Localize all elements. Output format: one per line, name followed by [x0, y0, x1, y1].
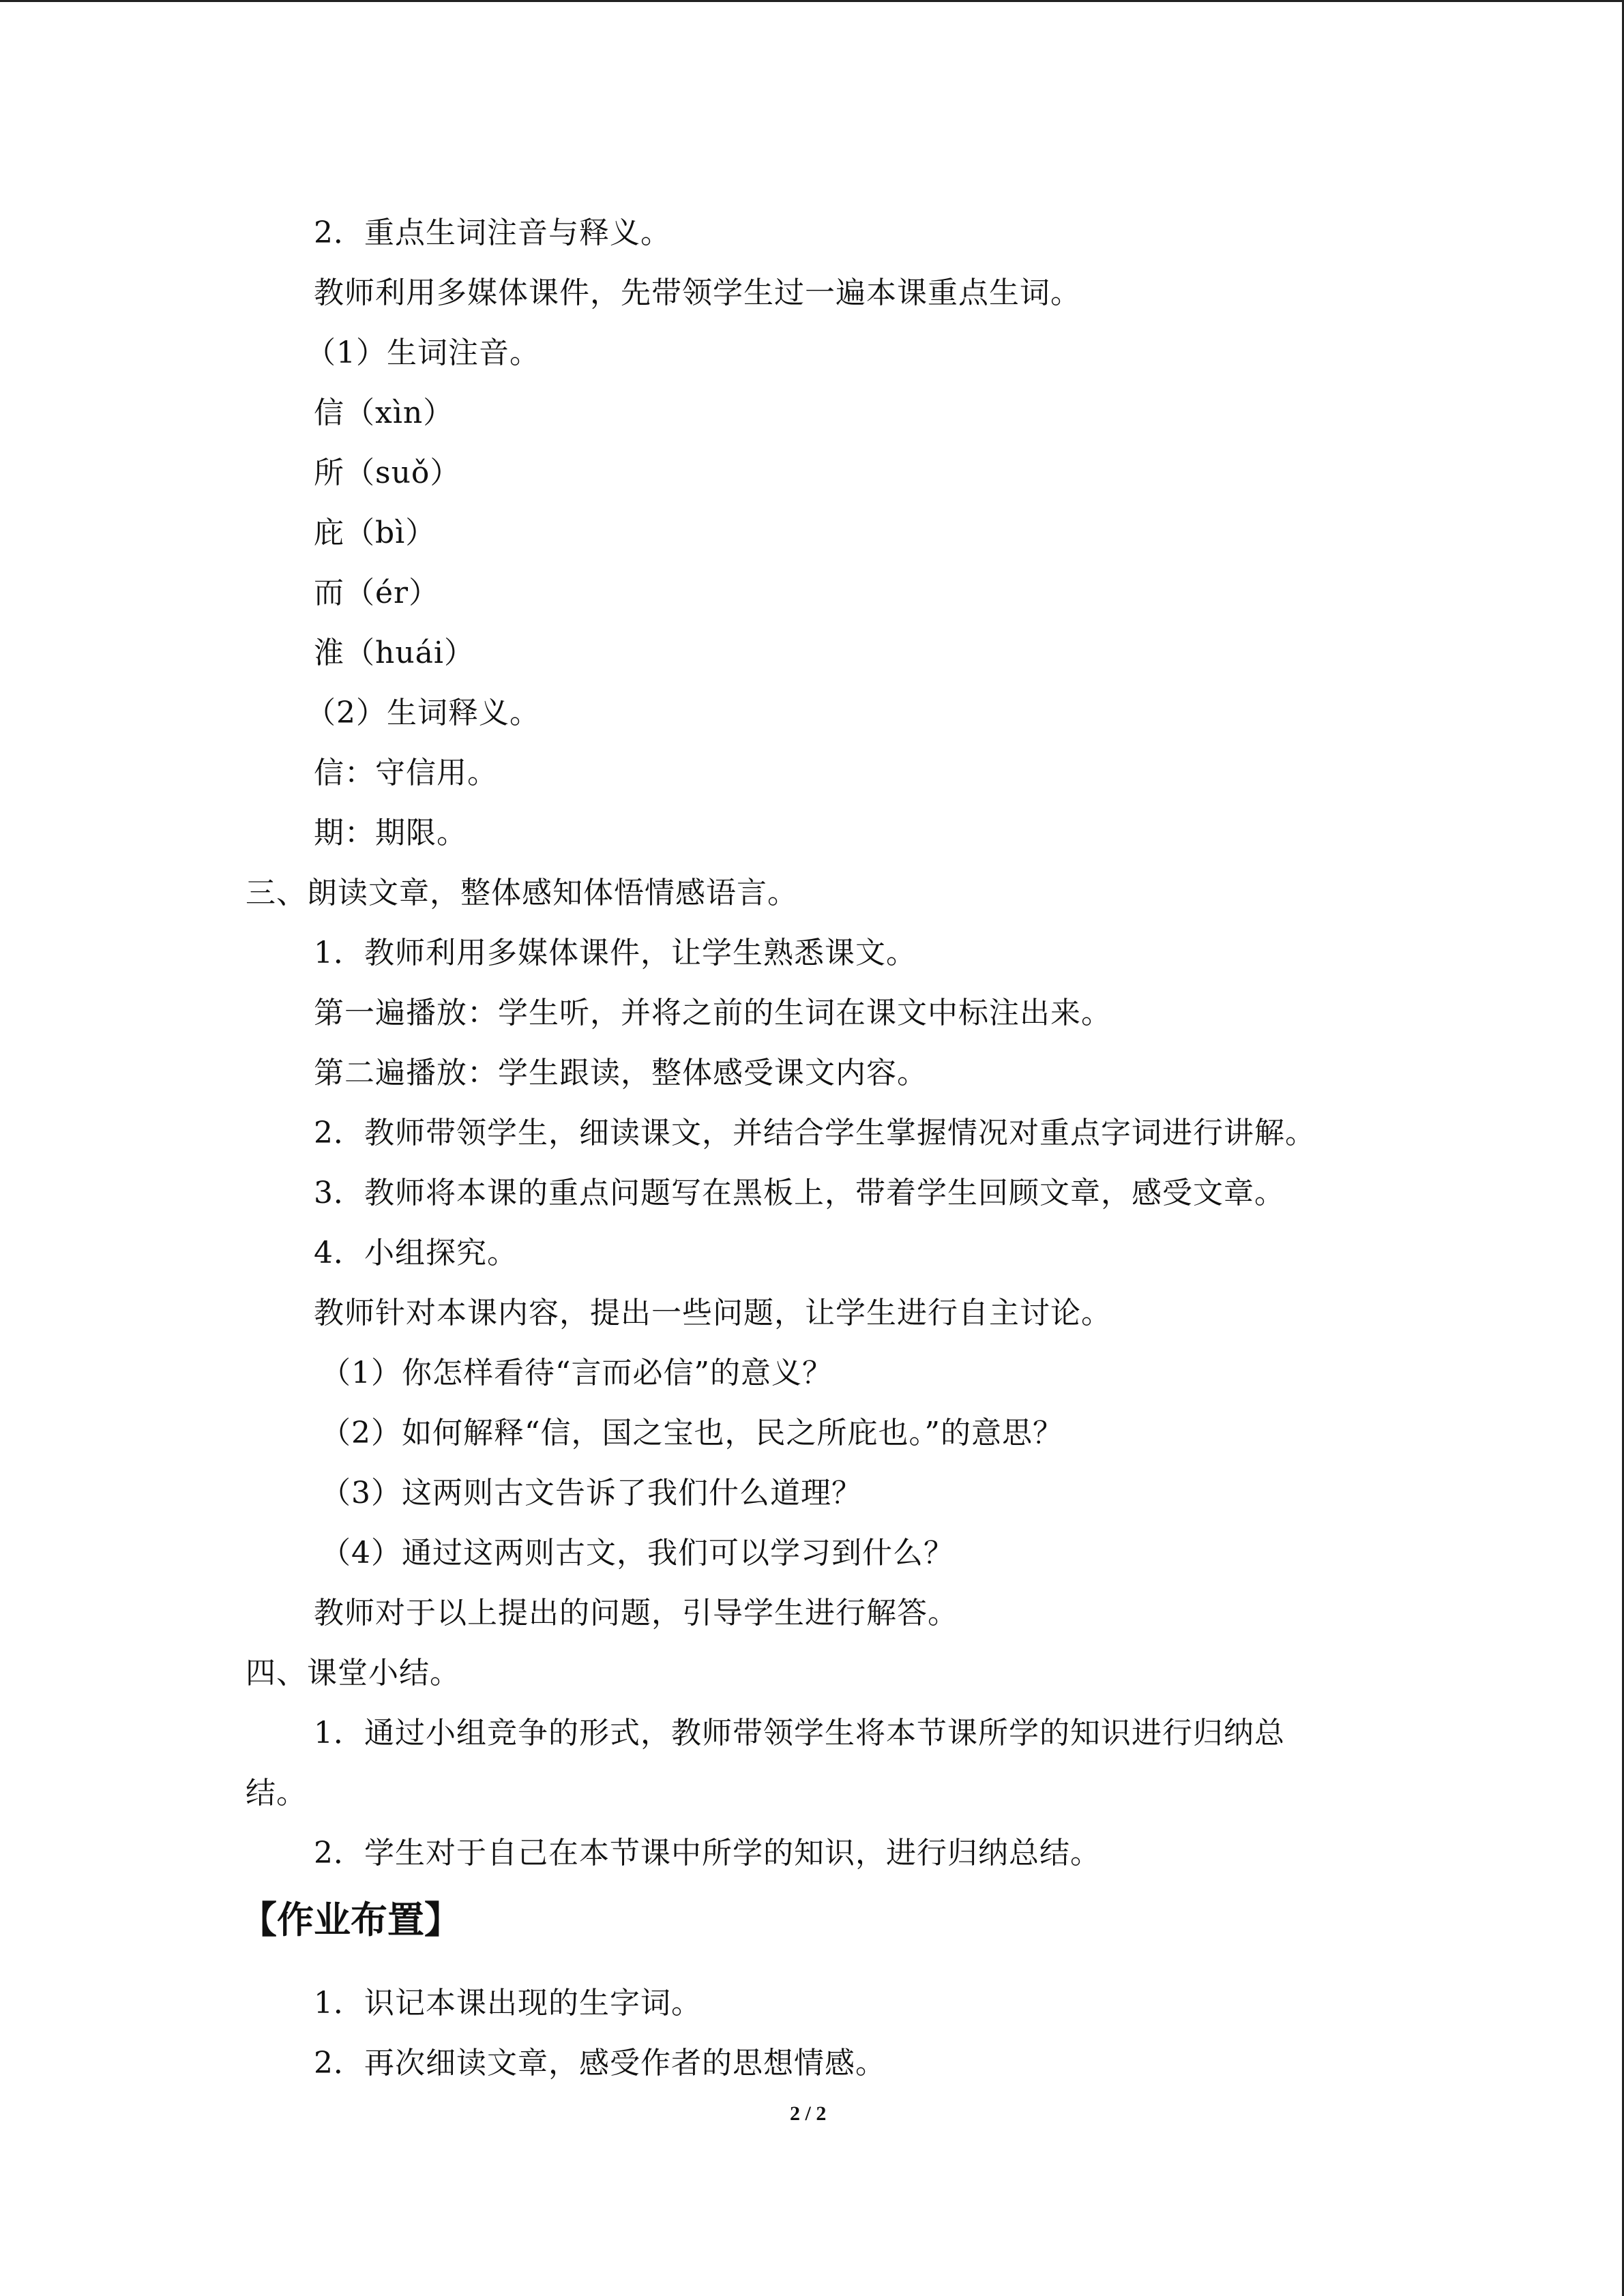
- text-line-2: 教师利用多媒体课件，先带领学生过一遍本课重点生词。: [314, 275, 1081, 310]
- section-heading-4: 四、课堂小结。: [246, 1656, 460, 1690]
- homework-item-1: 1．识记本课出现的生字词。: [314, 1986, 702, 2021]
- text-line-1: 2．重点生词注音与释义。: [314, 215, 671, 250]
- text-line-5: 所（suǒ）: [314, 456, 461, 490]
- text-line-8: 淮（huái）: [314, 636, 475, 670]
- text-line-3: （1）生词注音。: [306, 336, 540, 370]
- text-line-26: 1．通过小组竞争的形式，教师带领学生将本节课所学的知识进行归纳总: [314, 1716, 1285, 1750]
- text-line-4: 信（xìn）: [314, 396, 454, 430]
- question-1: （1）你怎样看待“言而必信”的意义？: [321, 1356, 833, 1390]
- text-line-7: 而（ér）: [314, 576, 440, 610]
- homework-heading: 【作业布置】: [240, 1898, 461, 1941]
- text-line-28: 2．学生对于自己在本节课中所学的知识，进行归纳总结。: [314, 1836, 1101, 1870]
- question-2: （2）如何解释“信，国之宝也，民之所庇也。”的意思？: [321, 1416, 1063, 1450]
- question-3: （3）这两则古文告诉了我们什么道理？: [321, 1476, 862, 1510]
- text-line-18: 4．小组探究。: [314, 1236, 518, 1270]
- text-line-13: 1．教师利用多媒体课件，让学生熟悉课文。: [314, 936, 917, 970]
- text-line-24: 教师对于以上提出的问题，引导学生进行解答。: [314, 1596, 958, 1630]
- text-line-9: （2）生词释义。: [306, 696, 540, 730]
- text-line-16: 2．教师带领学生，细读课文，并结合学生掌握情况对重点字词进行讲解。: [314, 1116, 1316, 1150]
- text-line-6: 庇（bì）: [314, 516, 437, 550]
- page-number: 2 / 2: [790, 2102, 827, 2125]
- text-line-14: 第一遍播放：学生听，并将之前的生词在课文中标注出来。: [314, 996, 1112, 1030]
- text-line-10: 信：守信用。: [314, 756, 498, 790]
- section-heading-3: 三、朗读文章，整体感知体悟情感语言。: [246, 876, 798, 910]
- text-line-27: 结。: [246, 1776, 307, 1810]
- text-line-11: 期：期限。: [314, 816, 467, 850]
- question-4: （4）通过这两则古文，我们可以学习到什么？: [321, 1536, 954, 1570]
- text-line-17: 3．教师将本课的重点问题写在黑板上，带着学生回顾文章，感受文章。: [314, 1176, 1285, 1210]
- text-line-15: 第二遍播放：学生跟读，整体感受课文内容。: [314, 1056, 928, 1090]
- text-line-19: 教师针对本课内容，提出一些问题，让学生进行自主讨论。: [314, 1296, 1112, 1330]
- homework-item-2: 2．再次细读文章，感受作者的思想情感。: [314, 2046, 886, 2081]
